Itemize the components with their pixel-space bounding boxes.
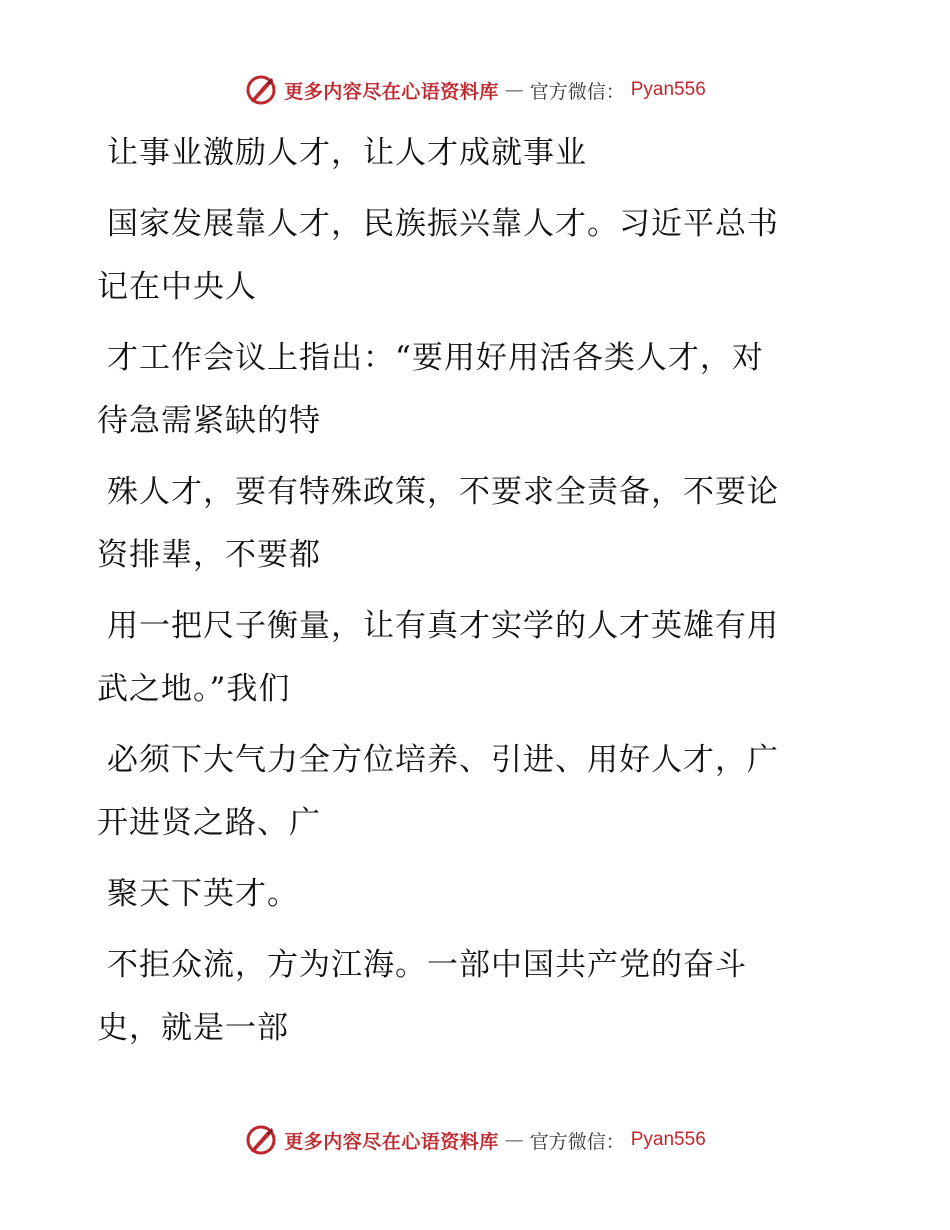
quill-logo-icon (244, 73, 278, 107)
watermark-label: 官方微信： (529, 1130, 625, 1153)
paragraph (97, 461, 837, 587)
paragraph (97, 863, 837, 926)
text-line: 用一把尺子衡量，让有真才实学的人才英雄有用 (107, 608, 779, 644)
text-line: 记在中央人 (97, 269, 257, 305)
watermark-main-text: 更多内容尽在心语资料库 (284, 1130, 499, 1153)
text-line: 殊人才，要有特殊政策，不要求全责备，不要论 (107, 474, 779, 510)
text-line: 武之地。”我们 (97, 671, 291, 707)
paragraph-title (97, 122, 837, 185)
watermark-handle: Pyan556 (630, 1129, 706, 1150)
footer-watermark (0, 1120, 950, 1160)
paragraph (97, 327, 837, 453)
paragraph (97, 934, 837, 1060)
paragraph (97, 193, 837, 319)
text-line: 必须下大气力全方位培养、引进、用好人才，广 (107, 742, 779, 778)
watermark-handle: Pyan556 (630, 79, 706, 100)
watermark-main-text: 更多内容尽在心语资料库 (284, 80, 499, 103)
text-line: 开进贤之路、广 (97, 805, 321, 841)
text-line: 不拒众流，方为江海。一部中国共产党的奋斗 (107, 947, 747, 983)
text-line: 史，就是一部 (97, 1010, 289, 1046)
text-line: 资排辈，不要都 (97, 537, 321, 573)
paragraph (97, 595, 837, 721)
text-line: 待急需紧缺的特 (97, 403, 321, 439)
text-line: 国家发展靠人才，民族振兴靠人才。习近平总书 (107, 206, 779, 242)
watermark-separator: — (504, 79, 524, 101)
text-line: 聚天下英才。 (107, 876, 299, 912)
watermark-separator: — (504, 1129, 524, 1151)
watermark-label: 官方微信： (529, 80, 625, 103)
document-body (97, 122, 837, 1068)
text-line: 让事业激励人才，让人才成就事业 (107, 135, 587, 171)
text-line: 才工作会议上指出：“要用好用活各类人才，对 (107, 340, 764, 376)
header-watermark (0, 70, 950, 110)
paragraph (97, 729, 837, 855)
quill-logo-icon (244, 1123, 278, 1157)
